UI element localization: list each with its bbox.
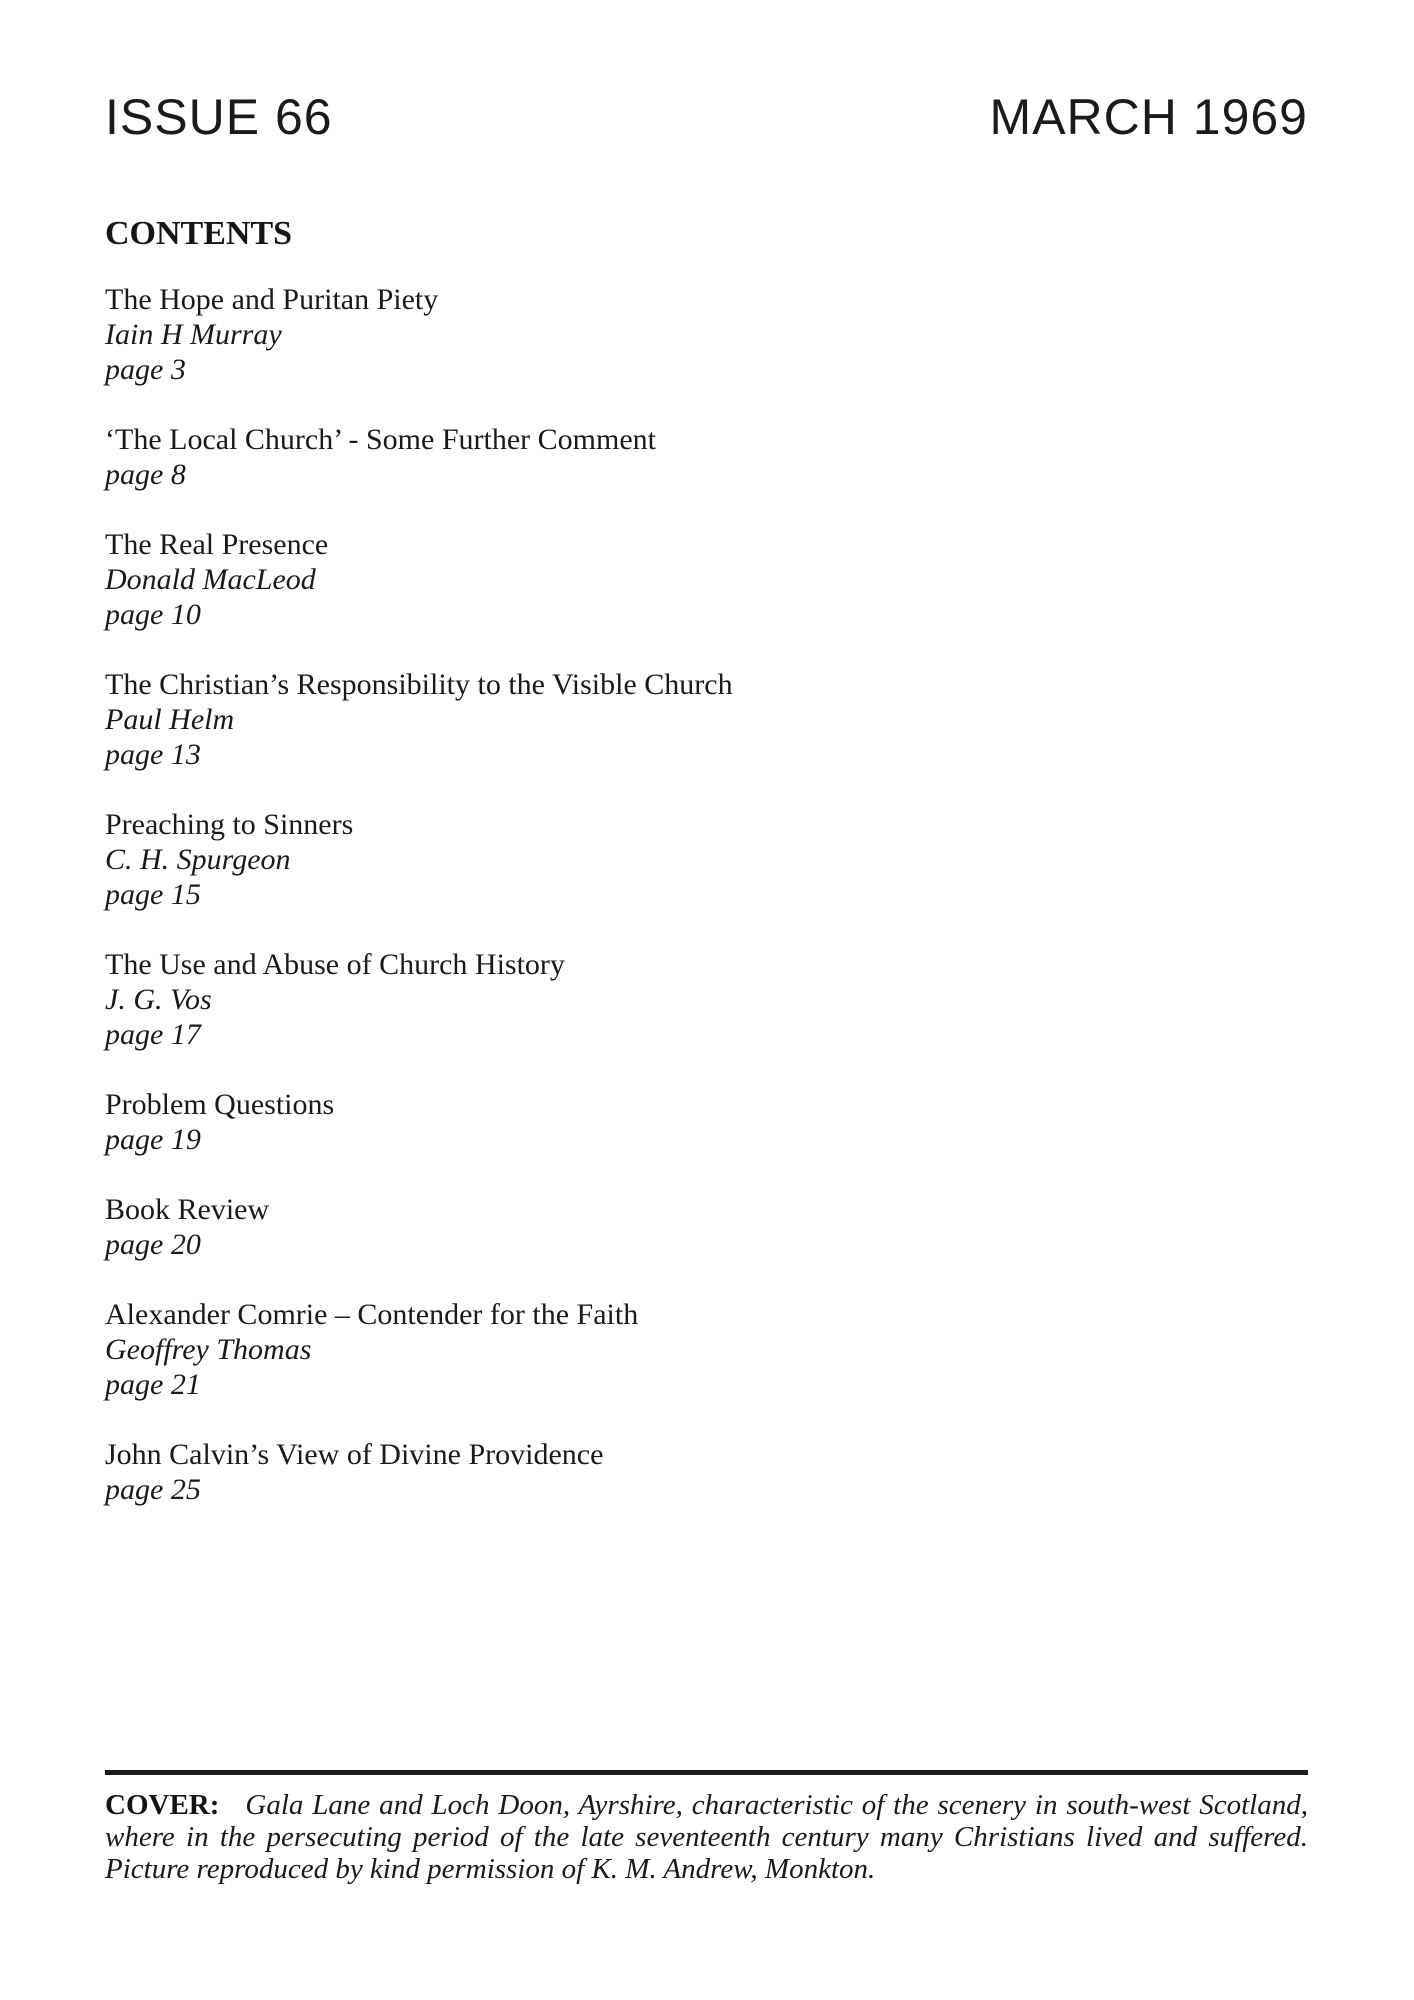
article-author: Iain H Murray bbox=[105, 318, 282, 351]
article-author: C. H. Spurgeon bbox=[105, 843, 291, 876]
toc-entry bbox=[105, 1297, 1308, 1402]
cover-label: COVER: bbox=[105, 1789, 220, 1821]
article-page: page 15 bbox=[105, 878, 201, 911]
article-page: page 25 bbox=[105, 1473, 201, 1506]
toc-entry bbox=[105, 527, 1308, 632]
article-author: Donald MacLeod bbox=[105, 563, 316, 596]
article-title: The Real Presence bbox=[105, 528, 329, 561]
cover-note bbox=[105, 1789, 1308, 1885]
article-title: Problem Questions bbox=[105, 1088, 335, 1121]
article-title: The Use and Abuse of Church History bbox=[105, 948, 565, 981]
toc-entry bbox=[105, 422, 1308, 492]
issue-label: ISSUE 66 bbox=[105, 89, 333, 145]
article-page: page 3 bbox=[105, 353, 186, 386]
article-page: page 19 bbox=[105, 1123, 201, 1156]
article-title: Book Review bbox=[105, 1193, 270, 1226]
article-title: ‘The Local Church’ - Some Further Comment bbox=[105, 423, 656, 456]
toc-entry bbox=[105, 282, 1308, 387]
article-title: Preaching to Sinners bbox=[105, 808, 354, 841]
article-page: page 8 bbox=[105, 458, 186, 491]
article-author: J. G. Vos bbox=[105, 983, 212, 1016]
date-label: MARCH 1969 bbox=[989, 89, 1308, 145]
article-title: John Calvin’s View of Divine Providence bbox=[105, 1438, 604, 1471]
article-page: page 10 bbox=[105, 598, 201, 631]
toc-entry bbox=[105, 807, 1308, 912]
article-author: Geoffrey Thomas bbox=[105, 1333, 312, 1366]
article-page: page 20 bbox=[105, 1228, 201, 1261]
article-title: Alexander Comrie – Contender for the Faith bbox=[105, 1298, 639, 1331]
contents-list bbox=[105, 282, 1308, 1542]
footer-divider bbox=[105, 1770, 1308, 1775]
article-page: page 17 bbox=[105, 1018, 201, 1051]
toc-entry bbox=[105, 1087, 1308, 1157]
article-author: Paul Helm bbox=[105, 703, 235, 736]
toc-entry bbox=[105, 947, 1308, 1052]
masthead bbox=[105, 89, 1308, 145]
contents-heading: CONTENTS bbox=[105, 215, 293, 252]
toc-entry bbox=[105, 1192, 1308, 1262]
article-page: page 21 bbox=[105, 1368, 201, 1401]
article-title: The Hope and Puritan Piety bbox=[105, 283, 439, 316]
toc-entry bbox=[105, 667, 1308, 772]
article-title: The Christian’s Responsibility to the Visible Church bbox=[105, 668, 733, 701]
article-page: page 13 bbox=[105, 738, 201, 771]
cover-text: Gala Lane and Loch Doon, Ayrshire, characteristic of the scenery in south-west Scotland, where in the persecuting period of the late seventeenth century many Christians lived and suffered. Picture reproduced by kind permission of K. M. Andrew, Monkton. bbox=[105, 1789, 1308, 1885]
toc-entry bbox=[105, 1437, 1308, 1507]
